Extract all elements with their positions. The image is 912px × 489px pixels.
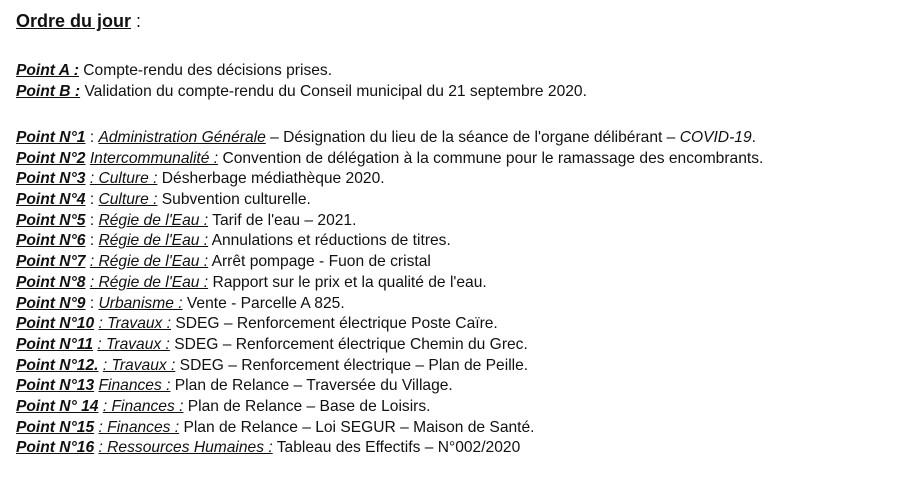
agenda-heading xyxy=(16,9,141,33)
point-label: Point N°12. xyxy=(16,356,99,374)
agenda-title-suffix: : xyxy=(131,11,142,31)
point-label: Point N°5 xyxy=(16,211,86,229)
point-category: : Finances : xyxy=(102,397,184,415)
point-label: Point N°15 xyxy=(16,418,95,436)
agenda-point-3 xyxy=(16,169,763,190)
agenda-title: Ordre du jour xyxy=(16,11,132,31)
point-text: Plan de Relance – Base de Loisirs. xyxy=(183,397,431,415)
agenda-point-1 xyxy=(16,128,763,149)
point-category: Finances : xyxy=(98,377,171,395)
point-category: : Finances : xyxy=(98,418,180,436)
prelim-label: Point B : xyxy=(16,82,81,100)
point-separator: : xyxy=(85,191,99,209)
point-text: SDEG – Renforcement électrique Poste Caïre. xyxy=(171,315,498,333)
point-text: Subvention culturelle. xyxy=(157,191,311,209)
point-separator: : xyxy=(85,129,99,146)
point-category: : Travaux : xyxy=(97,335,170,353)
point-text: Annulations et réductions de titres. xyxy=(208,232,451,250)
point-separator: : xyxy=(85,294,99,312)
point-extra: COVID-19 xyxy=(679,129,752,146)
point-category: : Culture : xyxy=(89,170,158,188)
point-label: Point N°16 xyxy=(16,439,95,457)
point-text: Rapport sur le prix et la qualité de l'eau. xyxy=(208,273,487,291)
point-category: Culture : xyxy=(98,191,158,209)
point-label: Point N°11 xyxy=(16,335,93,353)
agenda-point-4 xyxy=(16,190,763,211)
agenda-point-15 xyxy=(16,418,763,439)
prelim-text: Validation du compte-rendu du Conseil municipal du 21 septembre 2020. xyxy=(80,82,587,100)
point-label: Point N°9 xyxy=(16,294,86,312)
point-label: Point N°7 xyxy=(16,253,86,271)
preliminary-items xyxy=(16,61,587,102)
point-separator: : xyxy=(85,232,99,250)
point-text: Arrêt pompage - Fuon de cristal xyxy=(208,253,431,271)
point-label: Point N°10 xyxy=(16,315,95,333)
point-category: : Régie de l'Eau : xyxy=(89,273,209,291)
prelim-text: Compte-rendu des décisions prises. xyxy=(78,62,333,79)
point-separator: : xyxy=(85,211,99,229)
point-category: : Ressources Humaines : xyxy=(98,439,273,457)
agenda-point-7 xyxy=(16,252,763,273)
agenda-point-13 xyxy=(16,376,763,397)
point-text: Vente - Parcelle A 825. xyxy=(182,294,345,312)
point-text: Convention de délégation à la commune pour le ramassage des encombrants. xyxy=(218,149,764,167)
agenda-point-5 xyxy=(16,211,763,232)
point-category: : Travaux : xyxy=(102,356,176,374)
agenda-point-14 xyxy=(16,397,763,418)
agenda-point-16 xyxy=(16,438,763,459)
point-category: Régie de l'Eau : xyxy=(98,232,209,250)
point-label: Point N° 14 xyxy=(16,397,99,415)
point-text: Tableau des Effectifs – N°002/2020 xyxy=(272,439,521,457)
prelim-item-a xyxy=(16,61,587,82)
point-category: Urbanisme : xyxy=(98,294,183,312)
point-label: Point N°6 xyxy=(16,232,86,250)
point-category: Administration Générale xyxy=(98,129,266,146)
agenda-point-6 xyxy=(16,231,763,252)
agenda-point-2 xyxy=(16,149,763,170)
point-text: Désherbage médiathèque 2020. xyxy=(157,170,385,188)
point-category: : Régie de l'Eau : xyxy=(89,253,209,271)
agenda-point-12 xyxy=(16,356,763,377)
point-label: Point N°8 xyxy=(16,273,86,291)
point-text: SDEG – Renforcement électrique – Plan de Peille. xyxy=(175,356,529,374)
point-label: Point N°2 xyxy=(16,149,86,167)
point-label: Point N°1 xyxy=(16,129,86,146)
point-label: Point N°13 xyxy=(16,377,95,395)
agenda-points xyxy=(16,128,763,459)
agenda-point-9 xyxy=(16,294,763,315)
point-category: Intercommunalité : xyxy=(89,149,219,167)
point-text: Tarif de l'eau – 2021. xyxy=(208,211,357,229)
point-text: Plan de Relance – Traversée du Village. xyxy=(170,377,453,395)
agenda-point-8 xyxy=(16,273,763,294)
point-category: Régie de l'Eau : xyxy=(98,211,209,229)
agenda-point-10 xyxy=(16,314,763,335)
prelim-item-b xyxy=(16,82,587,103)
point-text: – Désignation du lieu de la séance de l'organe délibérant – xyxy=(265,129,680,146)
point-text: Plan de Relance – Loi SEGUR – Maison de Santé. xyxy=(179,418,535,436)
point-label: Point N°4 xyxy=(16,191,86,209)
point-category: : Travaux : xyxy=(98,315,172,333)
point-text: SDEG – Renforcement électrique Chemin du Grec. xyxy=(169,335,528,353)
point-end: . xyxy=(751,129,756,146)
point-label: Point N°3 xyxy=(16,170,86,188)
prelim-label: Point A : xyxy=(16,62,79,79)
agenda-point-11 xyxy=(16,335,763,356)
